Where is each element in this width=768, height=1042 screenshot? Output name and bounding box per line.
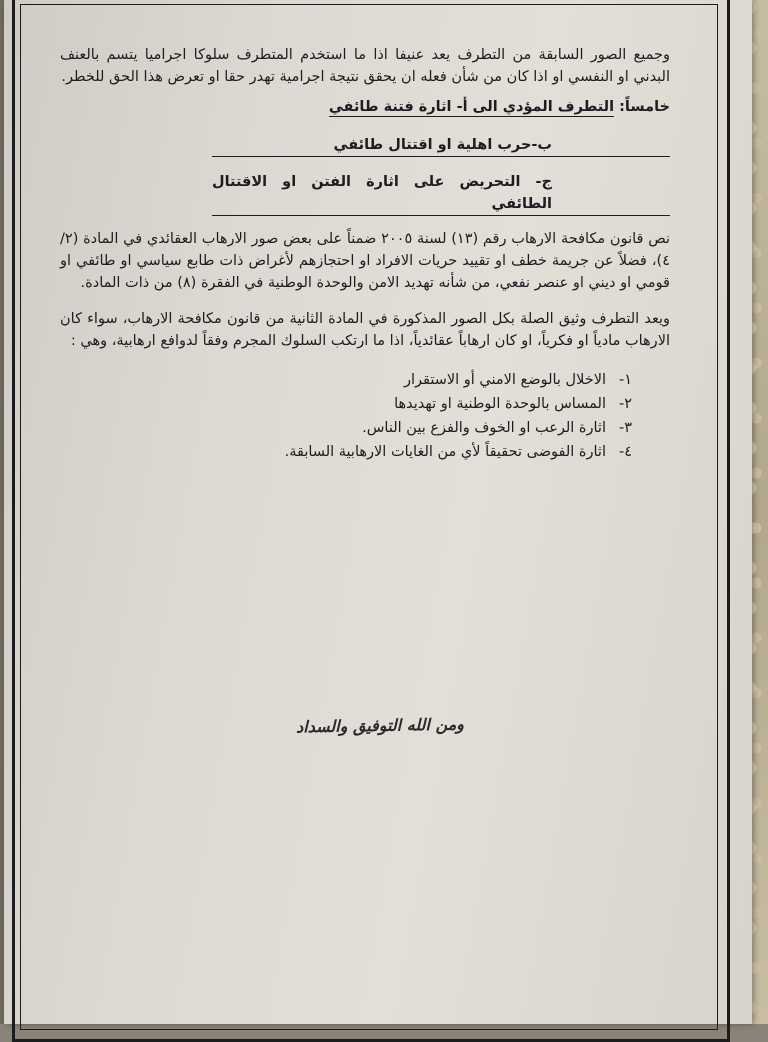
list-item (60, 368, 670, 392)
list-number: ٣- (618, 420, 632, 436)
list-text: المساس بالوحدة الوطنية او تهديدها (394, 396, 606, 412)
subheading-b: ب-حرب اهلية او اقتتال طائفي (212, 134, 670, 157)
list-text: اثارة الفوضى تحقيقاً لأي من الغايات الارهابية السابقة. (284, 444, 606, 460)
list-number: ٤- (618, 444, 632, 460)
paper-sheet (4, 0, 752, 1024)
list-item (60, 416, 670, 440)
paragraph-2: نص قانون مكافحة الارهاب رقم (١٣) لسنة ٢٠٠٥ ضمناً على بعض صور الارهاب العقائدي في المادة (٢/ ٤)، فضلاً عن جريمة خطف او تقييد حريات الافراد او احتجازهم لأغراض ذات طابع سياسي او طائفي او قومي او ديني او عنصر نفعي، من شأنه تهديد الامن والوحدة الوطنية في الفقرة (٨) من ذات المادة. (60, 231, 670, 291)
list-number: ٢- (618, 396, 632, 412)
list-text: اثارة الرعب او الخوف والفزع بين الناس. (362, 420, 606, 436)
section-heading (60, 96, 670, 118)
heading-label: خامساً: (619, 99, 670, 115)
heading-text: التطرف المؤدي الى أ- اثارة فتنة طائفي (328, 99, 615, 115)
list-text: الاخلال بالوضع الامني أو الاستقرار (403, 372, 606, 388)
paragraph-1: وجميع الصور السابقة من التطرف يعد عنيفا اذا ما استخدم المتطرف سلوكا اجراميا يتسم بالعنف البدني او النفسي او اذا كان من شأن فعله ان يحقق نتيجة اجرامية تهدر حقا او تعرض هذا الحق للخطر. (60, 47, 670, 85)
list-item (60, 392, 670, 416)
list-number: ١- (618, 372, 632, 388)
paragraph-3: ويعد التطرف وثيق الصلة بكل الصور المذكورة في المادة الثانية من قانون مكافحة الارهاب، سواء كان الارهاب مادياً او فكرياً، او كان ارهاباً عقائدياً، اذا ما ارتكب السلوك المجرم وفقاً لدوافع ارهابية، وهي : (60, 311, 670, 349)
document-body (60, 44, 670, 464)
list-item (60, 440, 670, 464)
motives-list (60, 368, 670, 464)
subheading-c: ج- التحريض على اثارة الفتن او الاقتتال الطائفي (212, 171, 670, 216)
closing-signature: ومن الله التوفيق والسداد (295, 714, 465, 737)
